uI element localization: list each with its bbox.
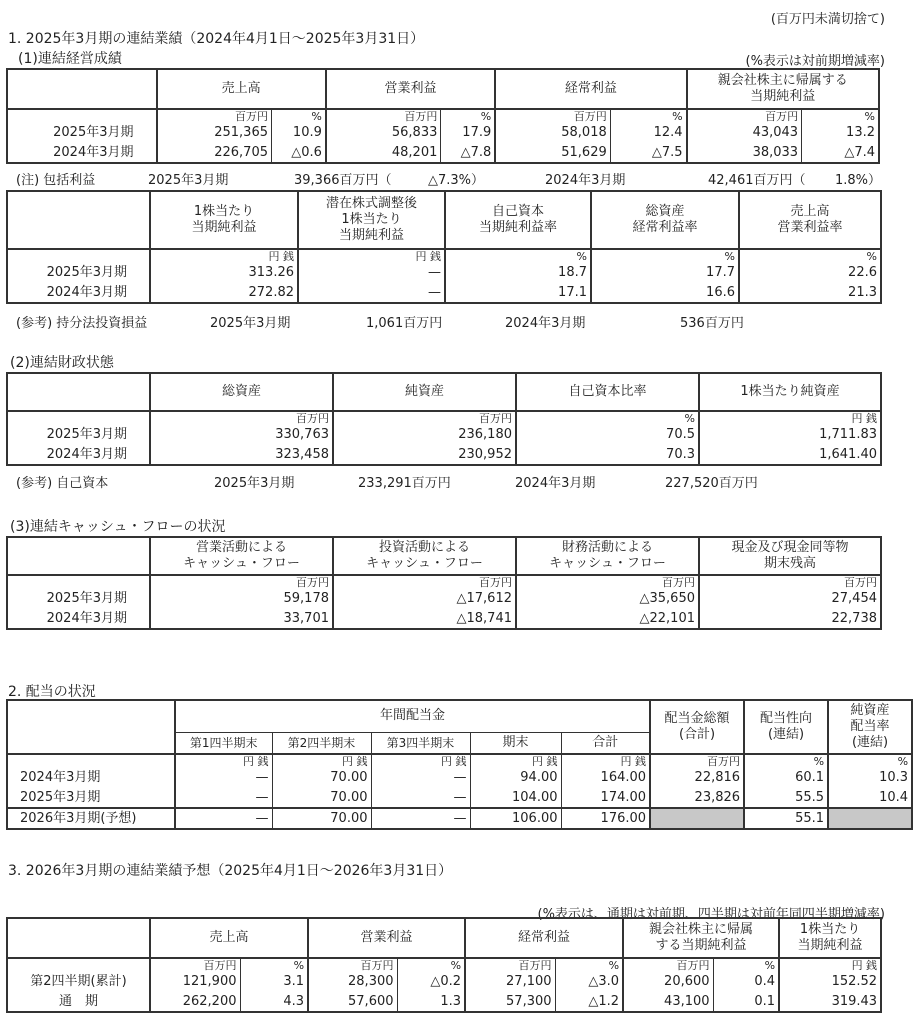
text: (注) 包括利益 — [16, 173, 96, 188]
text: 親会社株主に帰属 — [649, 922, 754, 937]
table-row — [7, 768, 912, 788]
table-cell: 2025年3月期 — [7, 788, 175, 808]
text: 2024年3月期 — [545, 173, 626, 188]
table-cell: 94.00 — [470, 768, 561, 788]
table-row — [7, 788, 912, 808]
table-cell: 272.82 — [150, 283, 298, 303]
table-cell: 百万円 — [308, 958, 397, 972]
text: 当期純利益 — [750, 89, 816, 104]
text: 39,366百万円（ — [294, 173, 392, 188]
table-cell — [7, 373, 150, 411]
header-roe — [445, 191, 591, 249]
table-cell: 313.26 — [150, 263, 298, 283]
table-cell: 22.6 — [739, 263, 881, 283]
table-cell: 4.3 — [240, 992, 308, 1012]
table-cell: % — [828, 754, 912, 768]
text: △7.3%） — [428, 173, 485, 188]
header-diluted-eps — [298, 191, 445, 249]
table-cell: 27,454 — [699, 589, 881, 609]
table-cell: 10.3 — [828, 768, 912, 788]
table-cell: 33,701 — [150, 609, 333, 629]
table-row — [7, 992, 881, 1012]
table-cell: 2024年3月期 — [7, 609, 150, 629]
table-cell: 0.4 — [713, 972, 779, 992]
table-cell: 2024年3月期 — [7, 768, 175, 788]
table-cell: 70.00 — [272, 788, 371, 808]
table-cell: 0.1 — [713, 992, 779, 1012]
table-cell: 円 銭 — [470, 754, 561, 768]
table-cell: 174.00 — [561, 788, 650, 808]
table-cell — [7, 918, 150, 958]
table-cell: — — [371, 788, 470, 808]
table-cell: 38,033 — [687, 143, 802, 163]
table-cell: 円 銭 — [150, 249, 298, 263]
header-total-dividends — [650, 700, 744, 754]
table-cell: % — [610, 109, 686, 123]
text: キャッシュ・フロー — [366, 556, 483, 571]
table-cell: 百万円 — [516, 575, 699, 589]
table-cell: 12.4 — [610, 123, 686, 143]
table-cell: 60.1 — [744, 768, 828, 788]
text: 現金及び現金同等物 — [731, 540, 849, 555]
text: (連結) — [767, 727, 805, 742]
text: 潜在株式調整後 — [325, 196, 417, 211]
table-cell: 55.1 — [744, 808, 828, 829]
table-row — [7, 123, 879, 143]
sub1-note: (%表示は対前期増減率) — [745, 54, 885, 69]
table-cell: 10.9 — [272, 123, 326, 143]
table-cell: 323,458 — [150, 445, 333, 465]
table-cell: 百万円 — [333, 411, 516, 425]
table-row — [7, 263, 881, 283]
table-cell: 百万円 — [650, 754, 744, 768]
header-annual-dividends: 年間配当金 — [175, 700, 650, 732]
table-cell: 70.3 — [516, 445, 699, 465]
table-cell: 円 銭 — [561, 754, 650, 768]
table-cell: 2024年3月期 — [7, 283, 150, 303]
header-operating-cf — [150, 537, 333, 575]
table-cell: 2024年3月期 — [7, 445, 150, 465]
table-cell: 10.4 — [828, 788, 912, 808]
text: 233,291百万円 — [358, 476, 451, 491]
table-cell: 121,900 — [150, 972, 240, 992]
table-cell: % — [802, 109, 879, 123]
table-cell: 51,629 — [495, 143, 610, 163]
table-cell: 106.00 — [470, 808, 561, 829]
header-doe — [828, 700, 912, 754]
table-cell: 70.00 — [272, 768, 371, 788]
table-cell: △7.5 — [610, 143, 686, 163]
text: 投資活動による — [378, 540, 470, 555]
text: 1株当たり — [341, 212, 402, 227]
table-cell: △7.4 — [802, 143, 879, 163]
header-net-income — [687, 69, 879, 109]
header-ordinary-profit: 経常利益 — [465, 918, 623, 958]
operating-results-table — [6, 68, 880, 164]
table-row — [7, 283, 881, 303]
table-cell: 21.3 — [739, 283, 881, 303]
text: 42,461百万円（ — [708, 173, 806, 188]
table-cell: 319.43 — [779, 992, 881, 1012]
table-cell — [7, 700, 175, 754]
header-investing-cf — [333, 537, 516, 575]
sub3-title: (3)連結キャッシュ・フローの状況 — [10, 519, 226, 535]
table-cell: 百万円 — [326, 109, 441, 123]
table-cell: — — [298, 283, 445, 303]
text: 売上高 — [790, 204, 830, 219]
sub1-title: (1)連結経営成績 — [18, 51, 122, 67]
table-cell: 22,738 — [699, 609, 881, 629]
table-cell: △18,741 — [333, 609, 516, 629]
table-row — [7, 445, 881, 465]
header-blank — [7, 69, 157, 109]
table-cell: 第2四半期(累計) — [7, 972, 150, 992]
table-cell: 円 銭 — [298, 249, 445, 263]
header-operating-profit: 営業利益 — [308, 918, 465, 958]
table-cell: 百万円 — [150, 575, 333, 589]
text: 親会社株主に帰属する — [717, 73, 848, 88]
shaded-cell — [828, 808, 912, 829]
table-cell: 第1四半期末 — [175, 732, 272, 754]
table-cell — [7, 249, 150, 263]
header-equity-ratio: 自己資本比率 — [516, 373, 699, 411]
table-cell: 17.7 — [591, 263, 739, 283]
table-cell: 1,641.40 — [699, 445, 881, 465]
table-cell: 58,018 — [495, 123, 610, 143]
table-cell: △22,101 — [516, 609, 699, 629]
text: 当期純利益率 — [478, 220, 557, 235]
table-cell: 18.7 — [445, 263, 591, 283]
header-operating-margin — [739, 191, 881, 249]
header-net-income — [623, 918, 779, 958]
table-cell: 百万円 — [687, 109, 802, 123]
table-cell: 43,100 — [623, 992, 713, 1012]
table-cell: △3.0 — [555, 972, 623, 992]
per-share-table — [6, 190, 882, 304]
dividends-table — [6, 699, 913, 830]
table-cell: % — [555, 958, 623, 972]
text: (参考) 持分法投資損益 — [16, 316, 148, 331]
table-cell — [7, 191, 150, 249]
table-cell: 104.00 — [470, 788, 561, 808]
table-cell: 57,600 — [308, 992, 397, 1012]
table-cell: 236,180 — [333, 425, 516, 445]
table-cell: 通 期 — [7, 992, 150, 1012]
table-row-forecast — [7, 808, 912, 829]
table-cell: 22,816 — [650, 768, 744, 788]
table-cell: 55.5 — [744, 788, 828, 808]
table-cell: △17,612 — [333, 589, 516, 609]
header-operating-profit: 営業利益 — [326, 69, 495, 109]
table-cell: % — [744, 754, 828, 768]
table-cell: 330,763 — [150, 425, 333, 445]
sub2-title: (2)連結財政状態 — [10, 355, 114, 371]
header-net-sales: 売上高 — [157, 69, 326, 109]
text: する当期純利益 — [655, 938, 747, 953]
financial-position-table — [6, 372, 882, 466]
header-net-sales: 売上高 — [150, 918, 308, 958]
text: 総資産 — [645, 204, 685, 219]
table-cell: 2026年3月期(予想) — [7, 808, 175, 829]
table-cell: % — [445, 249, 591, 263]
table-cell: 28,300 — [308, 972, 397, 992]
table-row — [7, 425, 881, 445]
table-cell: 百万円 — [333, 575, 516, 589]
text: 1.8%） — [835, 173, 882, 188]
header-eps — [779, 918, 881, 958]
table-cell: 56,833 — [326, 123, 441, 143]
table-cell: 百万円 — [150, 958, 240, 972]
cash-flow-table — [6, 536, 882, 630]
header-financing-cf — [516, 537, 699, 575]
table-cell: 226,705 — [157, 143, 272, 163]
table-cell: 百万円 — [150, 411, 333, 425]
text: 純資産 — [850, 703, 890, 718]
table-cell: 円 銭 — [699, 411, 881, 425]
table-row — [7, 143, 879, 163]
table-cell: 57,300 — [465, 992, 555, 1012]
table-cell: 152.52 — [779, 972, 881, 992]
table-cell — [7, 537, 150, 575]
text: 配当率 — [850, 719, 890, 734]
table-cell: 2024年3月期 — [7, 143, 157, 163]
table-cell: △1.2 — [555, 992, 623, 1012]
table-cell — [7, 754, 175, 768]
text: 当期純利益 — [191, 220, 257, 235]
text: 配当性向 — [760, 711, 813, 726]
table-row — [7, 609, 881, 629]
table-cell: 百万円 — [465, 958, 555, 972]
table-cell: 230,952 — [333, 445, 516, 465]
table-cell: % — [441, 109, 495, 123]
header-eps — [150, 191, 298, 249]
text: 配当金総額 — [664, 711, 730, 726]
text: 営業利益率 — [777, 220, 843, 235]
table-cell: △35,650 — [516, 589, 699, 609]
table-cell: 43,043 — [687, 123, 802, 143]
table-cell: 23,826 — [650, 788, 744, 808]
table-cell: % — [516, 411, 699, 425]
text: 2025年3月期 — [214, 476, 295, 491]
text: (連結) — [851, 735, 889, 750]
table-cell: 円 銭 — [272, 754, 371, 768]
table-cell: 2025年3月期 — [7, 589, 150, 609]
section2-title: 2. 配当の状況 — [8, 684, 96, 700]
text: 財務活動による — [561, 540, 653, 555]
table-cell: 70.00 — [272, 808, 371, 829]
table-cell: 70.5 — [516, 425, 699, 445]
table-cell: 第2四半期末 — [272, 732, 371, 754]
header-bps: 1株当たり純資産 — [699, 373, 881, 411]
text: 当期純利益 — [338, 228, 404, 243]
table-cell: 17.1 — [445, 283, 591, 303]
table-cell: — — [175, 808, 272, 829]
text: 536百万円 — [680, 316, 744, 331]
table-cell: % — [591, 249, 739, 263]
header-cash-ending — [699, 537, 881, 575]
shaded-cell — [650, 808, 744, 829]
header-ordinary-profit: 経常利益 — [495, 69, 686, 109]
text: 2024年3月期 — [515, 476, 596, 491]
table-cell: 20,600 — [623, 972, 713, 992]
table-cell: % — [739, 249, 881, 263]
table-cell: 1,711.83 — [699, 425, 881, 445]
table-cell: 176.00 — [561, 808, 650, 829]
table-cell: 百万円 — [495, 109, 610, 123]
table-cell: % — [713, 958, 779, 972]
table-cell: 164.00 — [561, 768, 650, 788]
text: 期末残高 — [763, 556, 816, 571]
header-net-assets: 純資産 — [333, 373, 516, 411]
table-cell: 251,365 — [157, 123, 272, 143]
text: 2025年3月期 — [210, 316, 291, 331]
table-cell: 円 銭 — [371, 754, 470, 768]
text: キャッシュ・フロー — [549, 556, 666, 571]
text: (合計) — [678, 727, 716, 742]
forecast-table — [6, 917, 882, 1013]
table-row — [7, 589, 881, 609]
table-cell: — — [175, 788, 272, 808]
table-cell: 2025年3月期 — [7, 263, 150, 283]
table-cell: 2025年3月期 — [7, 123, 157, 143]
table-cell: 27,100 — [465, 972, 555, 992]
table-cell: — — [371, 768, 470, 788]
text: 経常利益率 — [632, 220, 698, 235]
section1-title: 1. 2025年3月期の連結業績（2024年4月1日～2025年3月31日） — [8, 31, 425, 47]
table-cell: △0.6 — [272, 143, 326, 163]
text: 2025年3月期 — [148, 173, 229, 188]
text: 1,061百万円 — [366, 316, 443, 331]
table-cell: 百万円 — [699, 575, 881, 589]
table-cell: % — [240, 958, 308, 972]
table-cell: 48,201 — [326, 143, 441, 163]
text: キャッシュ・フロー — [183, 556, 300, 571]
table-cell: 1.3 — [397, 992, 465, 1012]
text: 営業活動による — [195, 540, 287, 555]
text: 2024年3月期 — [505, 316, 586, 331]
table-cell: — — [371, 808, 470, 829]
units-note: (百万円未満切捨て) — [770, 12, 885, 27]
table-cell: 262,200 — [150, 992, 240, 1012]
table-cell: — — [298, 263, 445, 283]
table-cell: △7.8 — [441, 143, 495, 163]
header-total-assets: 総資産 — [150, 373, 333, 411]
table-cell: % — [397, 958, 465, 972]
text: 1株当たり — [193, 204, 255, 219]
table-row — [7, 972, 881, 992]
section3-title: 3. 2026年3月期の連結業績予想（2025年4月1日～2026年3月31日） — [8, 863, 453, 879]
table-cell: 円 銭 — [779, 958, 881, 972]
header-payout-ratio — [744, 700, 828, 754]
table-cell — [7, 958, 150, 972]
text: 自己資本 — [491, 204, 544, 219]
table-cell: % — [272, 109, 326, 123]
table-cell — [7, 109, 157, 123]
text: 227,520百万円 — [665, 476, 758, 491]
header-roa — [591, 191, 739, 249]
table-cell: 16.6 — [591, 283, 739, 303]
table-cell: 合計 — [561, 732, 650, 754]
table-cell — [7, 411, 150, 425]
table-cell: 期末 — [470, 732, 561, 754]
table-cell: 百万円 — [623, 958, 713, 972]
table-cell: 13.2 — [802, 123, 879, 143]
table-cell: — — [175, 768, 272, 788]
table-cell — [7, 575, 150, 589]
table-cell: 第3四半期末 — [371, 732, 470, 754]
table-cell: 円 銭 — [175, 754, 272, 768]
text: 1株当たり — [799, 922, 861, 937]
table-cell: 59,178 — [150, 589, 333, 609]
table-cell: 2025年3月期 — [7, 425, 150, 445]
table-cell: 3.1 — [240, 972, 308, 992]
table-cell: △0.2 — [397, 972, 465, 992]
section3-note: (%表示は、通期は対前期、四半期は対前年同四半期増減率) — [537, 907, 885, 922]
text: (参考) 自己資本 — [16, 476, 109, 491]
text: 当期純利益 — [797, 938, 863, 953]
table-cell: 17.9 — [441, 123, 495, 143]
table-cell: 百万円 — [157, 109, 272, 123]
